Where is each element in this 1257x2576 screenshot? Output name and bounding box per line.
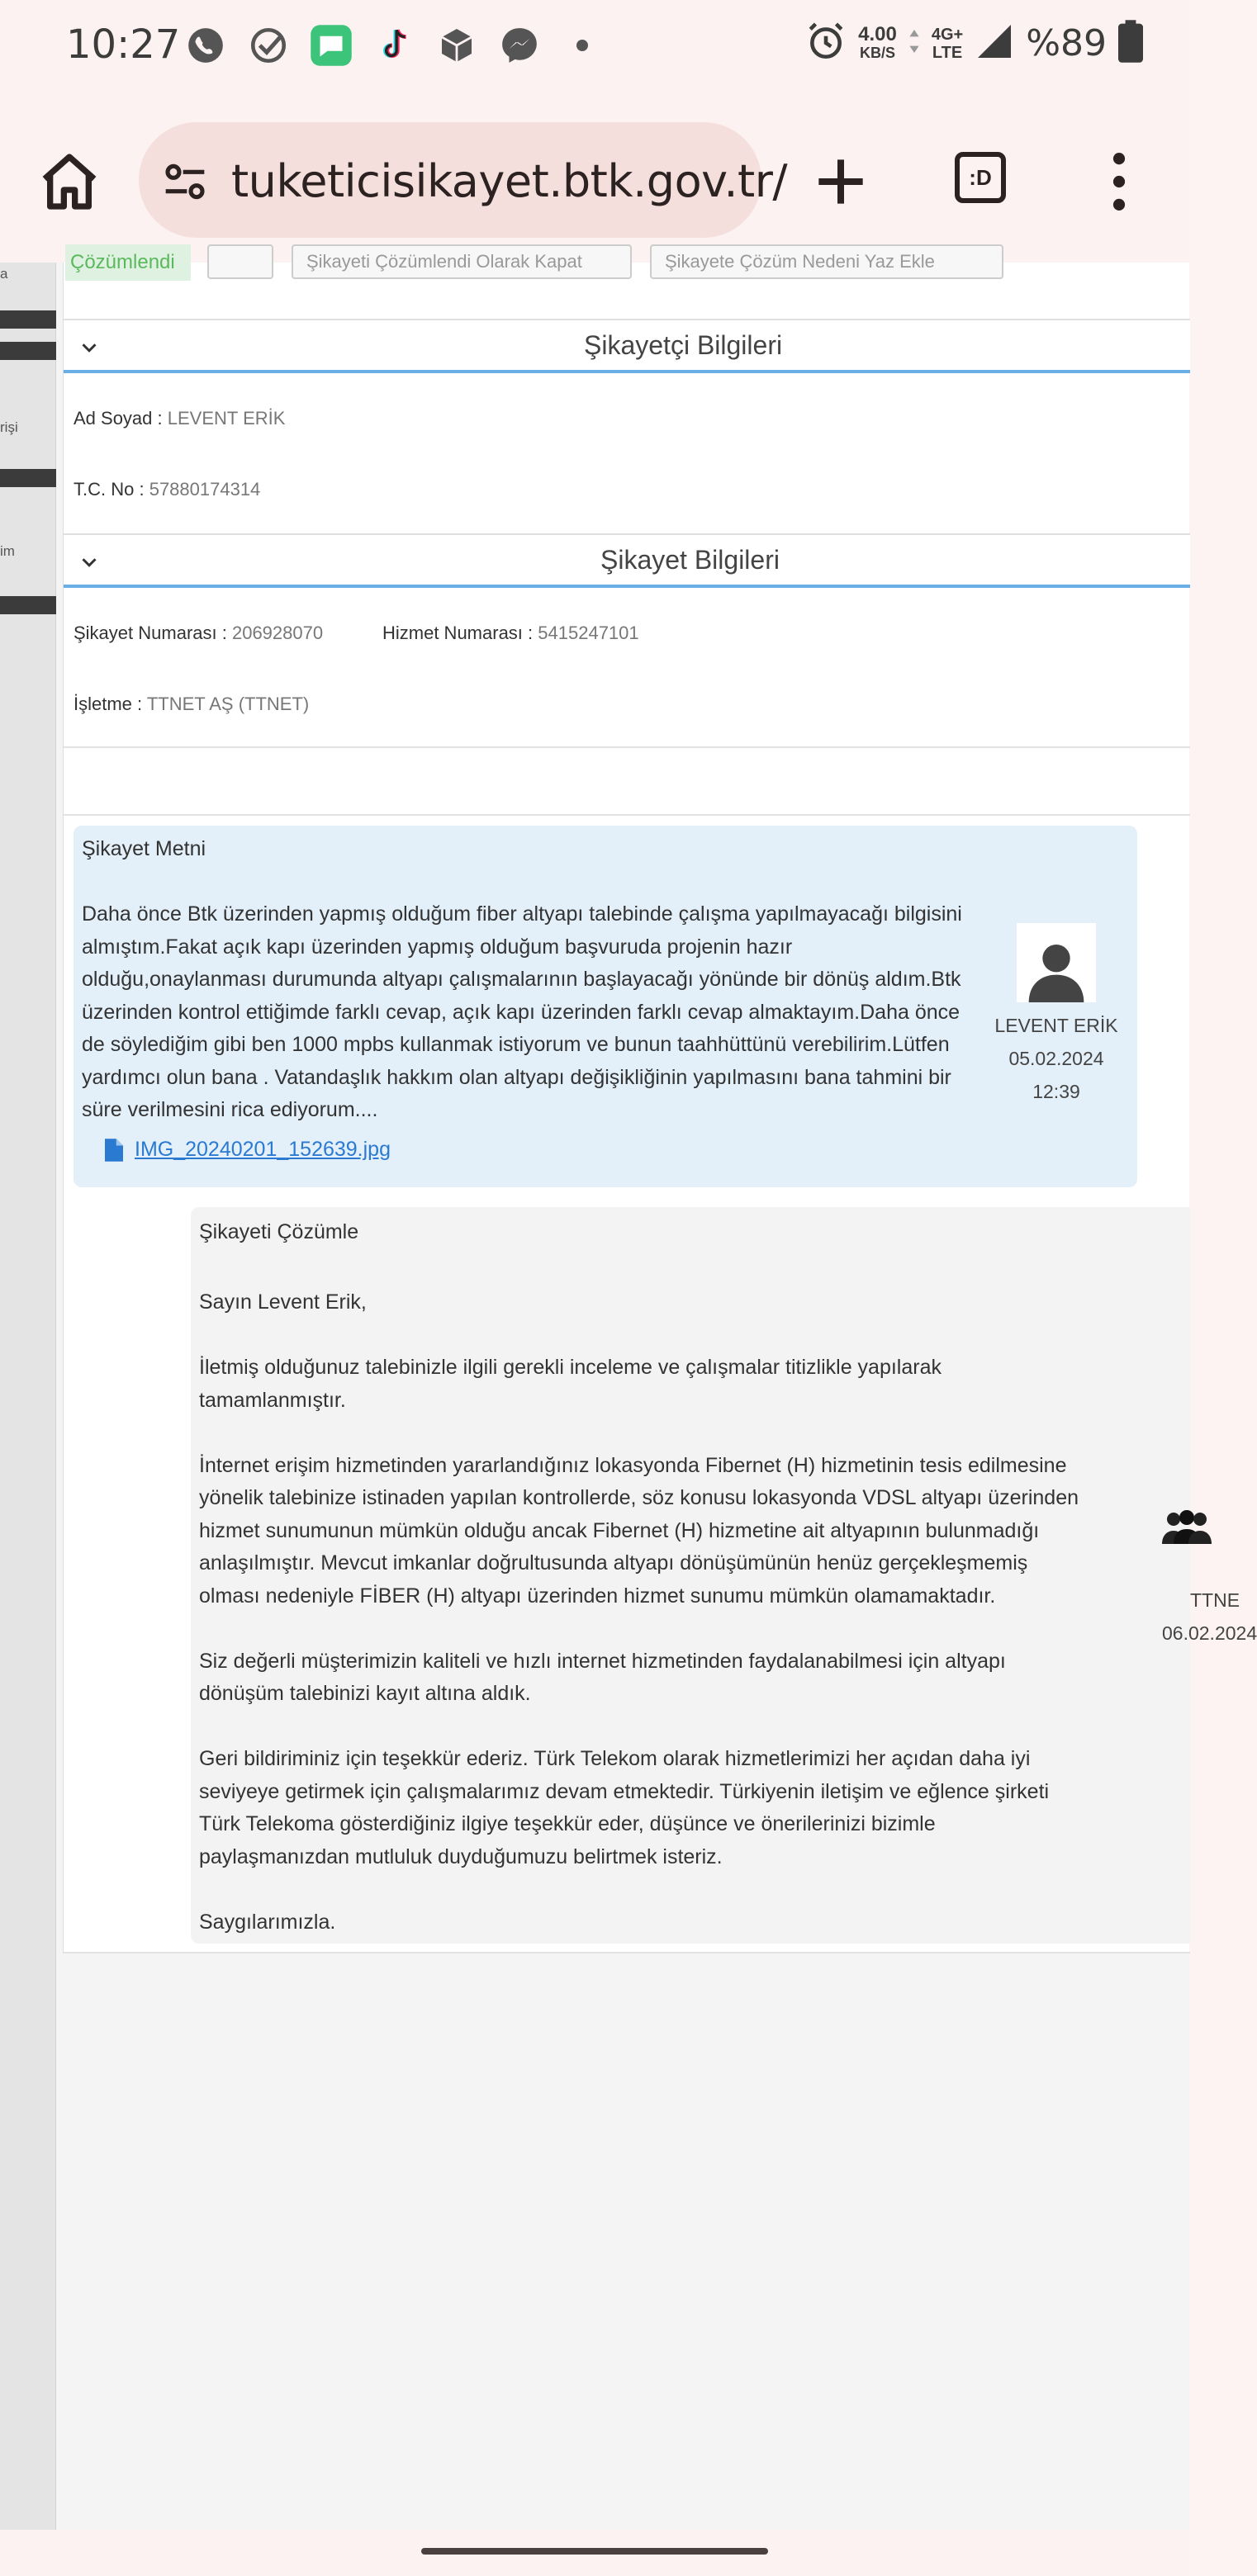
resolution-message xyxy=(191,1207,1257,1944)
resolution-label: Şikayeti Çözümle xyxy=(199,1220,359,1243)
navigation-bar xyxy=(0,2530,1189,2576)
more-vert-icon xyxy=(1098,150,1140,213)
person-icon xyxy=(1023,936,1089,1002)
system-status xyxy=(805,20,1143,67)
attachment-link[interactable]: IMG_20240201_152639.jpg xyxy=(105,1138,391,1162)
user-avatar xyxy=(1017,923,1096,1002)
divider xyxy=(64,1952,1190,1953)
complaint-message-text: Daha önce Btk üzerinden yapmış olduğum fiber altyapı talebinde çalışma yapılmayacağı bilgisini almıştım.Fakat açık kapı üzerinden yapmış olduğum başvuruda projenin hazır olduğu,onaylanması durumunda altyapı çalışmalarının başlayacağı yönünde bir dönüş aldım.Btk üzerinden kontrol ettiğimde farklı cevap, açık kapı üzerinden farklı cevap almaktayım.Daha önce de söylediğim gibi ben 1000 mpbs kullanmak istiyorum ve bunun taahhüttünü verebilirim.Lütfen yardımcı olun bana . Vatandaşlık hakkım olan altyapı değişikliğinin yapılmasını bana tahmini bir süre verilmesini rica ediyorum.... xyxy=(82,902,962,1121)
top-button-1[interactable] xyxy=(207,244,273,279)
web-content xyxy=(0,251,1257,2530)
site-settings-icon[interactable] xyxy=(162,159,208,205)
chevron-down-icon xyxy=(77,335,102,360)
url-text[interactable]: tuketicisikayet.btk.gov.tr/ xyxy=(231,155,788,207)
package-icon xyxy=(434,23,479,68)
sidebar-bar[interactable] xyxy=(0,596,56,614)
sidebar-item-3[interactable]: im xyxy=(0,543,15,559)
complaint-detail xyxy=(63,251,1257,1953)
battery-percent: %89 xyxy=(1026,22,1107,64)
tab-switcher-button[interactable]: :D xyxy=(955,152,1006,203)
company-field: İşletme : TTNET AŞ (TTNET) xyxy=(74,694,310,714)
status-bar xyxy=(0,0,1189,92)
gesture-handle[interactable] xyxy=(421,2548,768,2555)
complaint-panel-title: Şikayet Bilgileri xyxy=(600,545,780,575)
browser-toolbar xyxy=(0,92,1189,263)
messenger-icon xyxy=(497,23,542,68)
file-icon xyxy=(105,1139,123,1162)
sidebar-bar[interactable] xyxy=(0,310,56,329)
top-button-3[interactable]: Şikayete Çözüm Nedeni Yaz Ekle xyxy=(650,244,1003,279)
alarm-icon xyxy=(805,21,847,66)
network-speed: 4.00 KB/S xyxy=(858,22,897,61)
messages-icon xyxy=(309,23,353,68)
sidebar-bar[interactable] xyxy=(0,342,56,360)
plus-icon xyxy=(808,149,874,215)
tiktok-icon xyxy=(372,23,416,68)
data-arrows-icon xyxy=(908,27,920,59)
home-button[interactable] xyxy=(36,149,102,215)
service-number-field: Hizmet Numarası : 5415247101 xyxy=(382,623,639,643)
address-bar[interactable] xyxy=(139,122,788,238)
whatsapp-icon xyxy=(183,23,228,68)
divider xyxy=(64,814,1190,816)
notification-icons xyxy=(183,23,605,68)
sidebar-bar[interactable] xyxy=(0,469,56,487)
name-field: Ad Soyad : LEVENT ERİK xyxy=(74,408,286,429)
sidebar-item-2[interactable]: rişi xyxy=(0,419,18,435)
sidebar xyxy=(0,263,56,2530)
group-avatar xyxy=(1162,1508,1212,1544)
status-label: Çözümlendi xyxy=(65,244,191,281)
complaint-panel-header[interactable] xyxy=(64,533,1190,588)
browser-menu-button[interactable] xyxy=(1098,150,1140,213)
new-tab-button[interactable] xyxy=(808,149,874,215)
tc-field: T.C. No : 57880174314 xyxy=(74,479,261,500)
top-button-2[interactable]: Şikayeti Çözümlendi Olarak Kapat xyxy=(292,244,632,279)
complaint-author: LEVENT ERİK 05.02.2024 12:39 xyxy=(994,1015,1118,1102)
check-circle-icon xyxy=(246,23,291,68)
complaint-message xyxy=(74,826,1137,1187)
network-type: 4G+ LTE xyxy=(931,25,964,62)
signal-icon xyxy=(975,21,1014,65)
resolution-author: TTNE 06.02.2024 xyxy=(1162,1589,1257,1644)
chevron-down-icon xyxy=(77,550,102,575)
complaint-message-label: Şikayet Metni xyxy=(82,837,206,860)
divider xyxy=(64,746,1190,748)
resolution-text: Sayın Levent Erik, İletmiş olduğunuz talebinizle ilgili gerekli inceleme ve çalışmalar titizlikle yapılarak tamamlanmıştır. İnternet erişim hizmetinden yararlandığınız lokasyonda Fibernet (H) hizmetinin tesis edilmesine yönelik talebinize istinaden yapılan kontrollerde, söz konusu lokasyonda VDSL altyapı üzerinden hizmet sunumunun mümkün olduğu ancak Fibernet (H) hizmetine ait altyapının bulunmadığı anlaşılmıştır. Mevcut imkanlar doğrultusunda altyapı dönüşümünün henüz gerçekleşmemiş olması nedeniyle FİBER (H) altyapı üzerinden hizmet sunumu mümkün olamamaktadır. Siz değerli müşterimizin kaliteli ve hızlı internet hizmetinden faydalanabilmesi için altyapı dönüşüm talebinizi kayıt altına aldık. Geri bildiriminiz için teşekkür ederiz. Türk Telekom olarak hizmetlerimizi her açıdan daha iyi seviyeye getirmek için çalışmalarımız devam etmektedir. Türkiyenin iletişim ve eğlence şirketi Türk Telekoma gösterdiğiniz ilgiye teşekkür eder, düşünce ve önerilerinizi bizimle paylaşmanızdan mutluluk duyduğumuzu belirtmek isteriz. Saygılarımızla. xyxy=(199,1290,1079,1934)
complainant-panel-title: Şikayetçi Bilgileri xyxy=(584,330,783,360)
group-icon xyxy=(1162,1508,1212,1544)
complainant-panel-header[interactable] xyxy=(64,319,1190,373)
battery-icon xyxy=(1118,20,1143,67)
sidebar-item-1[interactable]: a xyxy=(0,266,8,282)
status-time: 10:27 xyxy=(66,21,181,68)
home-icon xyxy=(36,149,102,215)
complaint-number-field: Şikayet Numarası : 206928070 xyxy=(74,623,324,643)
more-notifications-dot xyxy=(560,23,605,68)
